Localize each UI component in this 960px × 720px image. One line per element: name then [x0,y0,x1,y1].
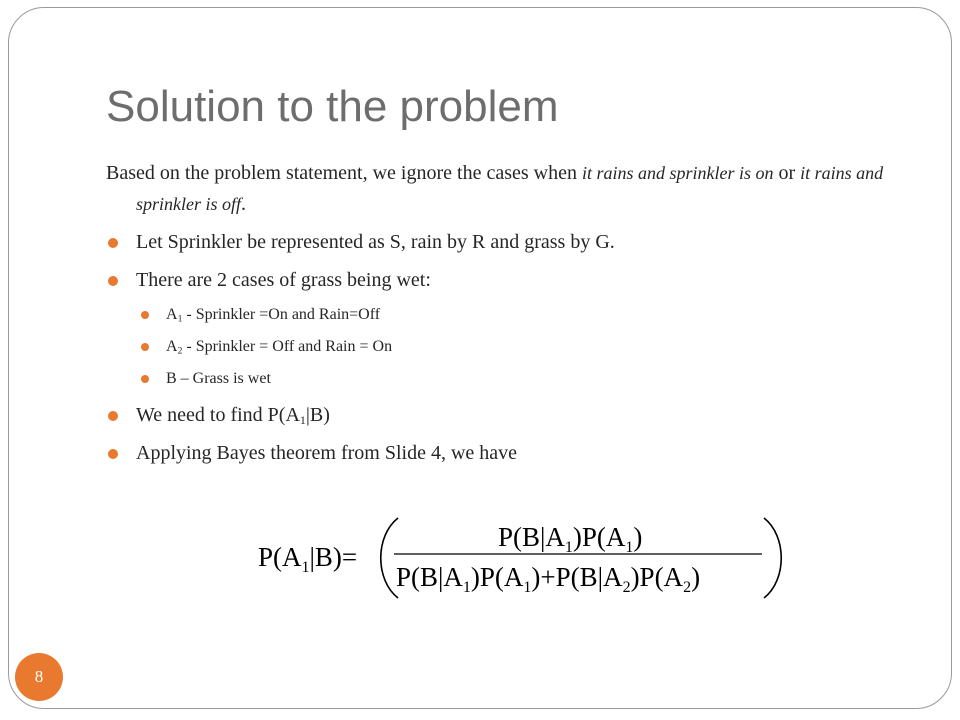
formula-lhs-main: P(A [258,542,302,572]
bullet-list [106,227,886,469]
a1-subscript: 1 [177,313,183,325]
num-s1: 1 [564,539,573,556]
sub-bullet-b: B – Grass is wet [106,365,886,392]
den-s4: 2 [683,579,692,596]
den-s3: 2 [622,579,631,596]
page-number: 8 [34,667,44,686]
page-number-badge [15,653,63,701]
a2-text: - Sprinkler = Off and Rain = On [182,338,393,356]
sub-bullet-a2 [106,333,886,360]
bullet-representation: Let Sprinkler be represented as S, rain by R and grass by G. [106,227,886,258]
bayes-formula [250,512,790,604]
find-subscript: 1 [299,412,306,427]
a2-var: A [166,338,178,356]
a1-var: A [166,306,178,323]
den-p1: P(B|A [396,562,463,592]
intro-text: Based on the problem statement, we ignore the cases when [106,162,582,184]
num-p1: P(B|A [498,522,565,552]
slide-title: Solution to the problem [106,82,559,131]
intro-or: or [773,162,801,184]
intro-paragraph [106,158,886,220]
den-s1: 1 [462,579,471,596]
slide-content [106,158,886,469]
intro-case-two: it rains and sprinkler is off [136,163,884,214]
a2-subscript: 2 [177,345,183,357]
formula-lhs-sub: 1 [301,559,310,576]
den-s2: 1 [523,579,532,596]
formula-denominator [396,562,700,596]
bullet-bayes: Applying Bayes theorem from Slide 4, we have [106,438,886,469]
bullet-cases-intro: There are 2 cases of grass being wet: [106,265,886,296]
den-p3: )+P(B|A [531,562,623,592]
find-suffix: |B) [305,403,330,426]
num-p2: )P(A [572,522,626,552]
formula-lhs-end: |B)= [309,542,358,572]
intro-end: . [241,193,247,215]
bullet-find [106,400,886,431]
sub-bullet-a1 [106,301,886,328]
intro-case-one: it rains and sprinkler is on [581,163,774,183]
num-p3: ) [633,522,643,552]
den-p4: )P(A [630,562,684,592]
right-paren [764,518,781,598]
num-s2: 1 [625,539,634,556]
find-prefix: We need to find P(A [136,403,300,426]
den-p2: )P(A [470,562,524,592]
a1-text: - Sprinkler =On and Rain=Off [182,306,381,323]
den-p5: ) [691,562,701,592]
formula-lhs [258,542,357,576]
formula-numerator [498,522,642,556]
